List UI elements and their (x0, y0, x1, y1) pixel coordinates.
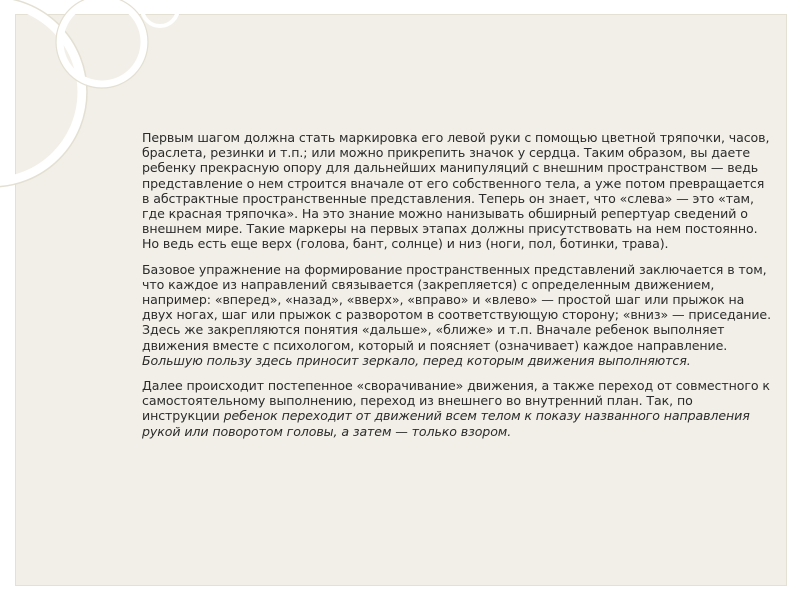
paragraph-2-text: Базовое упражнение на формирование пространственных представлений заключается в том, что каждое из направлений связывается (закрепляется) с определенным движением, например: «вперед», «назад», «вверх», «вправо» и «влево» — простой шаг или прыжок на двух ногах, шаг или прыжок с разворотом в соответствующую сторону; «вниз» — приседание. Здесь же закрепляются понятия «дальше», «ближе» и т.п. Вначале ребенок выполняет движения вместе с психологом, который и поясняет (означивает) каждое направление. (142, 261, 771, 353)
paragraph-3-text: Далее происходит постепенное «сворачивание» движения, а также переход от совместного к самостоятельному выполнению, переход из внешнего во внутренний план. Так, по инструкции (142, 378, 770, 424)
paragraph-2-italic-text: Большую пользу здесь приносит зеркало, перед которым движения выполняются. (142, 352, 691, 368)
paragraph-1 (142, 130, 772, 252)
ring-tiny (142, 0, 178, 26)
paragraph-3-italic-text: ребенок переходит от движений всем телом к показу названного направления рукой или поворотом головы, а затем — только взором. (142, 408, 750, 439)
ring-large-outline (0, 0, 87, 187)
paragraph-2 (142, 262, 772, 368)
slide-body-text (142, 130, 772, 439)
paragraph-1-text: Первым шагом должна стать маркировка его левой руки с помощью цветной тряпочки, часов, браслета, резинки и т.п.; или можно прикрепить значок у сердца. Таким образом, вы даете ребенку прекрасную опору для дальнейших манипуляций с внешним пространством — ведь представление о нем строится вначале от его собственного тела, а уже потом превращается в абстрактные пространственные представления. Теперь он знает, что «слева» — это «там, где красная тряпочка». На это знание можно нанизывать обширный репертуар сведений о внешнем мире. Такие маркеры на первых этапах должны присутствовать на нем постоянно. Но ведь есть еще верх (голова, бант, солнце) и низ (ноги, пол, ботинки, трава). (142, 130, 770, 252)
paragraph-3 (142, 378, 772, 439)
ring-large (0, 2, 82, 182)
